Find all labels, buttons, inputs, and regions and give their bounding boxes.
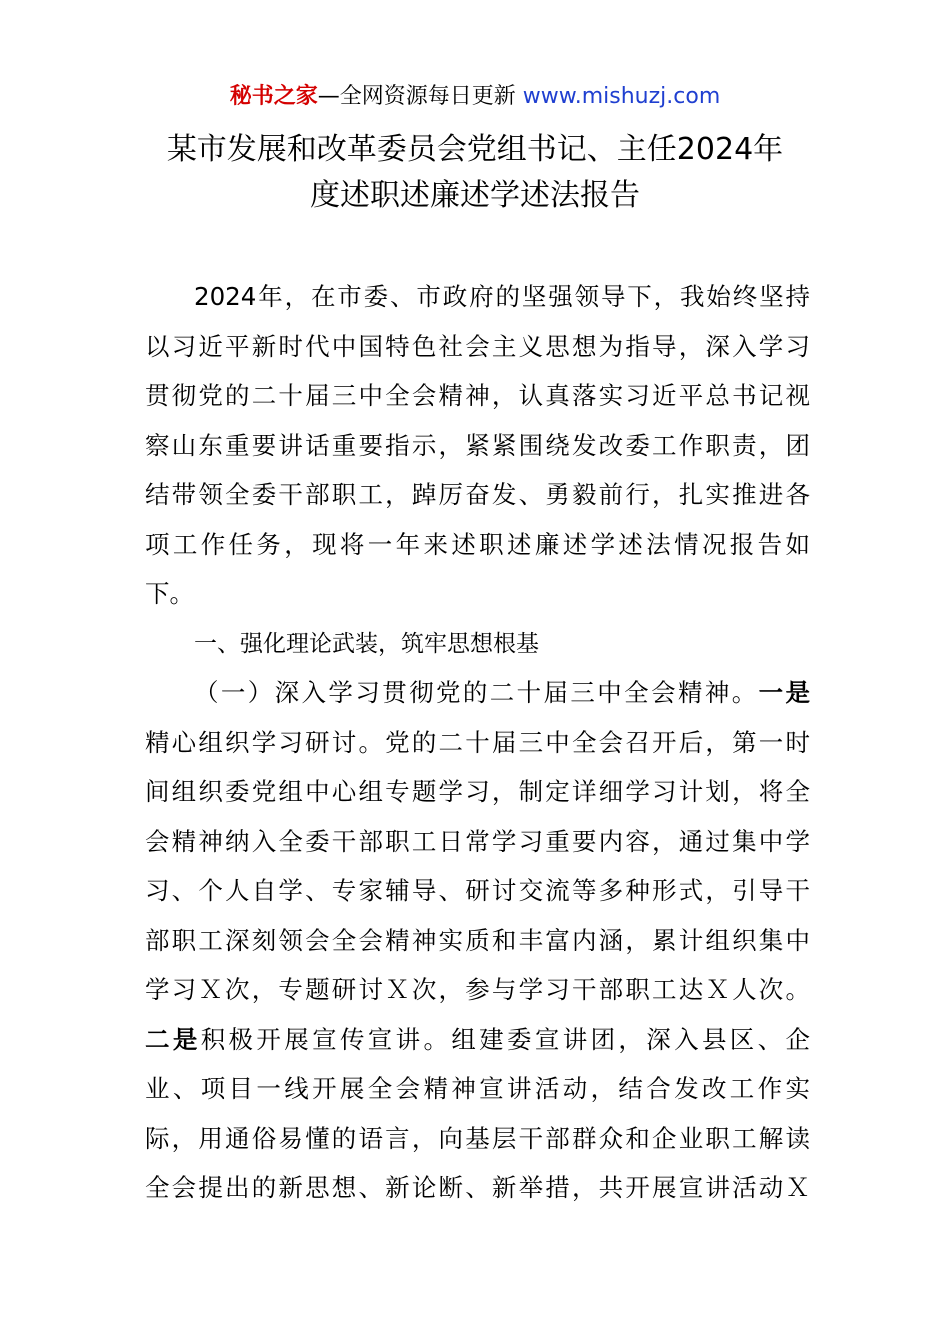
- paragraph-line: 下。: [145, 579, 194, 608]
- site-header: [0, 82, 950, 112]
- subsection-heading: （一）深入学习贯彻党的二十届三中全会精神。: [194, 678, 759, 707]
- paragraph-line: 察山东重要讲话重要指示，紧紧围绕发改委工作职责，团: [145, 431, 810, 460]
- subsection-heading-line: [194, 675, 810, 711]
- paragraph-line: 全会提出的新思想、新论断、新举措，共开展宣讲活动Ｘ: [145, 1173, 810, 1202]
- paragraph-line: 项工作任务，现将一年来述职述廉述学述法情况报告如: [145, 530, 810, 559]
- site-url-link[interactable]: www.mishuzj.com: [522, 84, 721, 109]
- paragraph-text: 积极开展宣传宣讲。组建委宣讲团，深入县区、企: [200, 1025, 811, 1054]
- paragraph-line: 会精神纳入全委干部职工日常学习重要内容，通过集中学: [145, 827, 810, 856]
- paragraph-line: 结带领全委干部职工，踔厉奋发、勇毅前行，扎实推进各: [145, 480, 810, 509]
- brand-name: 秘书之家: [229, 84, 318, 109]
- header-tagline: —全网资源每日更新: [317, 84, 516, 109]
- bold-marker: 二是: [145, 1025, 201, 1054]
- paragraph-line: 业、项目一线开展全会精神宣讲活动，结合发改工作实: [145, 1074, 810, 1103]
- title-line-1: 某市发展和改革委员会党组书记、主任2024年: [166, 132, 784, 167]
- paragraph-line: 贯彻党的二十届三中全会精神，认真落实习近平总书记视: [145, 381, 810, 410]
- paragraph-line: 习、个人自学、专家辅导、研讨交流等多种形式，引导干: [145, 876, 810, 905]
- paragraph-line: 精心组织学习研讨。党的二十届三中全会召开后，第一时: [145, 728, 810, 757]
- page-title: [140, 127, 810, 219]
- paragraph-line: 间组织委党组中心组专题学习，制定详细学习计划，将全: [145, 777, 810, 806]
- title-line-2: 度述职述廉述学述法报告: [310, 178, 640, 213]
- paragraph-line: [145, 1022, 810, 1058]
- paragraph-line: 以习近平新时代中国特色社会主义思想为指导，深入学习: [145, 332, 810, 361]
- section-heading: 一、强化理论武装，筑牢思想根基: [194, 631, 539, 657]
- bold-marker: 一是: [758, 678, 811, 707]
- paragraph-line: 际，用通俗易懂的语言，向基层干部群众和企业职工解读: [145, 1124, 810, 1153]
- paragraph-line: 2024年，在市委、市政府的坚强领导下，我始终坚持: [194, 282, 810, 311]
- paragraph-line: 学习Ｘ次，专题研讨Ｘ次，参与学习干部职工达Ｘ人次。: [145, 975, 810, 1004]
- paragraph-line: 部职工深刻领会全会精神实质和丰富内涵，累计组织集中: [145, 926, 810, 955]
